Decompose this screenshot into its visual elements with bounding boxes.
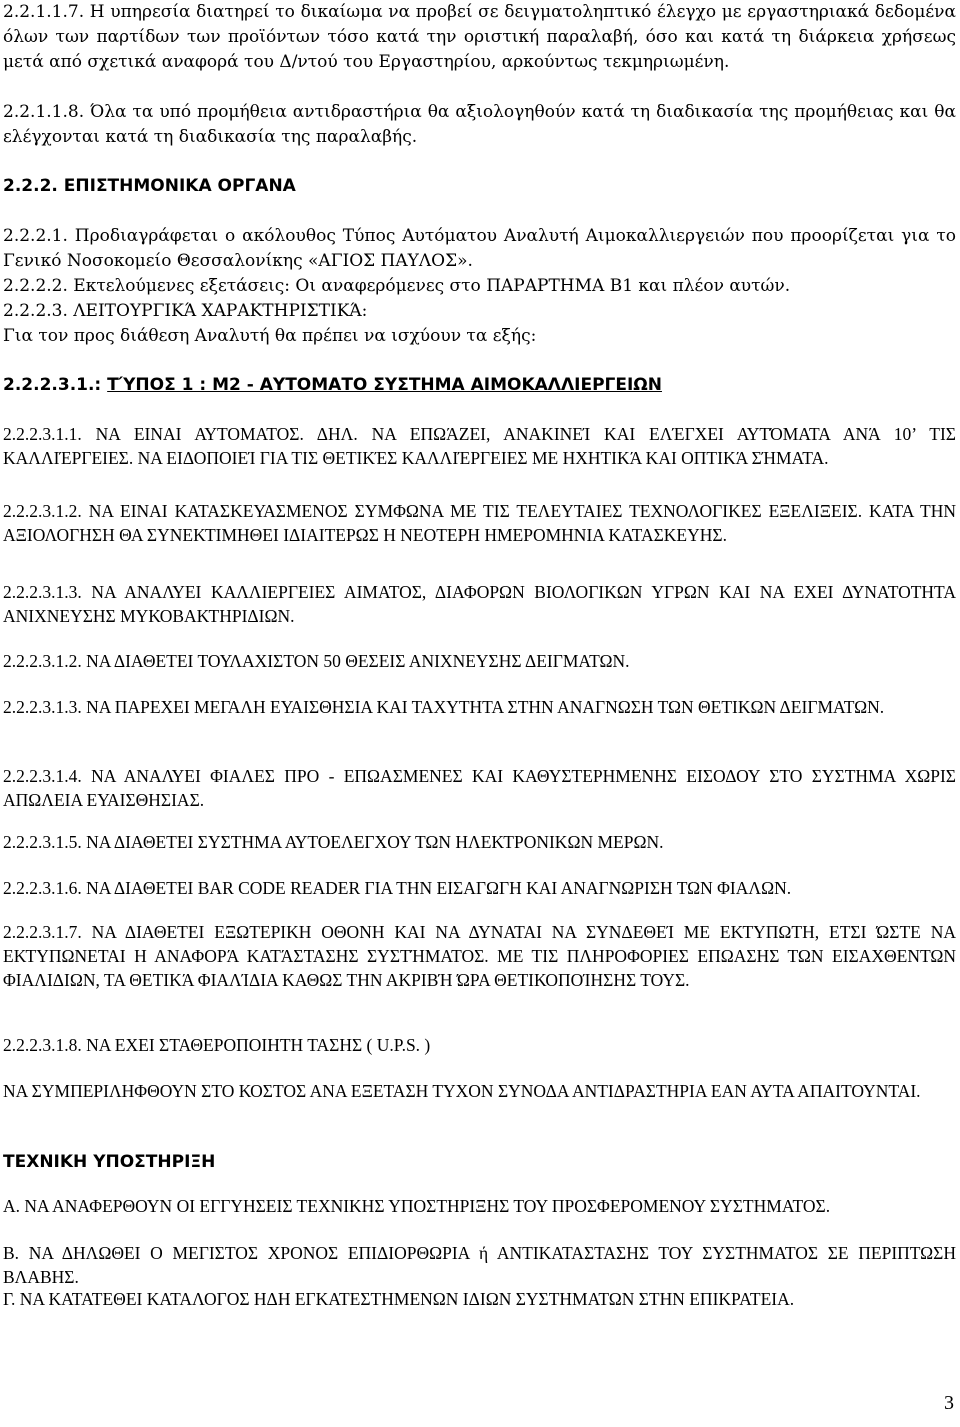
section-heading-scientific-instruments: 2.2.2. ΕΠΙΣΤΗΜΟΝΙΚΑ ΟΡΓΑΝΑ xyxy=(3,176,296,196)
type-heading-title: ΤΎΠΟΣ 1 : Μ2 - ΑΥΤΟΜΑΤΟ ΣΥΣΤΗΜΑ ΑΙΜΟΚΑΛΛΙΕΡΓΕΙΩΝ xyxy=(107,375,662,395)
spec-2-2-2-3-1-7: 2.2.2.3.1.7. ΝΑ ΔΙΑΘΕΤΕΙ ΕΞΩΤΕΡΙΚΗ ΟΘΟΝΗ ΚΑΙ ΝΑ ΔΥΝΑΤΑΙ ΝΑ ΣΥΝΔΕΘΕΊ ΜΕ ΕΚΤΥΠΩΤΗ, ΕΤΣΙ ΏΣΤΕ ΝΑ ΕΚΤΥΠΩΝΕΤΑΙ Η ΑΝΑΦΟΡΆ ΚΑΤΆΣΤΑΣΗΣ ΣΥΣΤΉΜΑΤΟΣ. ΜΕ ΤΙΣ ΠΛΗΡΟΦΟΡΙΕΣ ΕΠΩΑΣΗΣ ΤΩΝ ΕΙΣΑΧΘΕΝΤΩΝ ΦΙΑΛΙΔΙΩΝ, ΤΑ ΘΕΤΙΚΆ ΦΙΑΛΊΔΙΑ ΚΑΘΩΣ ΤΗΝ ΑΚΡΙΒΉ ΏΡΑ ΘΕΤΙΚΟΠΟΊΗΣΗΣ ΤΟΥΣ. xyxy=(3,922,956,990)
technical-support-heading: ΤΕΧΝΙΚΗ ΥΠΟΣΤΗΡΙΞΗ xyxy=(3,1152,216,1172)
spec-2-2-2-3-1-4: 2.2.2.3.1.4. ΝΑ ΑΝΑΛΥΕΙ ΦΙΑΛΕΣ ΠΡΟ - ΕΠΩΑΣΜΕΝΕΣ ΚΑΙ ΚΑΘΥΣΤΕΡΗΜΕΝΗΣ ΕΙΣΟΔΟΥ ΣΤΟ ΣΥΣΤΗΜΑ ΧΩΡΙΣ ΑΠΩΛΕΙΑ ΕΥΑΙΣΘΗΣΙΑΣ. xyxy=(3,766,956,810)
spec-2-2-2-3-1-3-sensitivity: 2.2.2.3.1.3. ΝΑ ΠΑΡΕΧΕΙ ΜΕΓΑΛΗ ΕΥΑΙΣΘΗΣΙΑ ΚΑΙ ΤΑΧΥΤΗΤΑ ΣΤΗΝ ΑΝΑΓΝΩΣΗ ΤΩΝ ΘΕΤΙΚΩΝ ΔΕΙΓΜΑΤΩΝ. xyxy=(3,697,885,717)
support-item-g: Γ. ΝΑ ΚΑΤΑΤΕΘΕΙ ΚΑΤΑΛΟΓΟΣ ΗΔΗ ΕΓΚΑΤΕΣΤΗΜΕΝΩΝ ΙΔΙΩΝ ΣΥΣΤΗΜΑΤΩΝ ΣΤΗΝ ΕΠΙΚΡΑΤΕΙΑ. xyxy=(3,1289,795,1309)
paragraph-2-2-1-1-7: 2.2.1.1.7. Η υπηρεσία διατηρεί το δικαίωμα να προβεί σε δειγματοληπτικό έλεγχο με εργαστηριακά δεδομένα όλων των παρτίδων των προϊόντων τόσο κατά την οριστική παραλαβή, όσο και κατά τη διάρκεια χρήσεως μετά από σχετικά αναφορά του Δ/ντού του Εργαστηρίου, αρκούντως τεκμηριωμένη. xyxy=(3,2,956,72)
spec-2-2-2-3-1-1: 2.2.2.3.1.1. ΝΑ ΕΙΝΑΙ ΑΥΤΟΜΑΤΟΣ. ΔΗΛ. ΝΑ ΕΠΩΆΖΕΙ, ΑΝΑΚΙΝΕΊ ΚΑΙ ΕΛΈΓΧΕΙ ΑΥΤΌΜΑΤΑ ΑΝΆ 10’ ΤΙΣ ΚΑΛΛΙΈΡΓΕΙΕΣ. ΝΑ ΕΙΔΟΠΟΙΕΊ ΓΙΑ ΤΙΣ ΘΕΤΙΚΈΣ ΚΑΛΛΙΈΡΓΕΙΕΣ ΜΕ ΗΧΗΤΙΚΆ ΚΑΙ ΟΠΤΙΚΆ ΣΉΜΑΤΑ. xyxy=(3,424,956,468)
reagents-cost-note: ΝΑ ΣΥΜΠΕΡΙΛΗΦΘΟΥΝ ΣΤΟ ΚΟΣΤΟΣ ΑΝΑ ΕΞΕΤΑΣΗ ΤΥΧΟΝ ΣΥΝΟΔΑ ΑΝΤΙΔΡΑΣΤΗΡΙΑ ΕΑΝ ΑΥΤΑ ΑΠΑΙΤΟΥΝΤΑΙ. xyxy=(3,1081,921,1101)
paragraph-2-2-2-3: 2.2.2.3. ΛΕΙΤΟΥΡΓΙΚΆ ΧΑΡΑΚΤΗΡΙΣΤΙΚΆ: xyxy=(3,301,368,321)
type-heading-number: 2.2.2.3.1.: xyxy=(3,375,108,395)
page-number: 3 xyxy=(944,1392,954,1414)
spec-2-2-2-3-1-5: 2.2.2.3.1.5. ΝΑ ΔΙΑΘΕΤΕΙ ΣΥΣΤΗΜΑ ΑΥΤΟΕΛΕΓΧΟΥ ΤΩΝ ΗΛΕΚΤΡΟΝΙΚΩΝ ΜΕΡΩΝ. xyxy=(3,832,664,852)
support-item-b: Β. ΝΑ ΔΗΛΩΘΕΙ Ο ΜΕΓΙΣΤΟΣ ΧΡΟΝΟΣ ΕΠΙΔΙΟΡΘΩΡΙΑ ή ΑΝΤΙΚΑΤΑΣΤΑΣΗΣ ΤΟΥ ΣΥΣΤΗΜΑΤΟΣ ΣΕ ΠΕΡΙΠΤΩΣΗ ΒΛΑΒΗΣ. xyxy=(3,1243,956,1287)
spec-2-2-2-3-1-8: 2.2.2.3.1.8. ΝΑ ΕΧΕΙ ΣΤΑΘΕΡΟΠΟΙΗΤΗ ΤΑΣΗΣ ( U.P.S. ) xyxy=(3,1035,431,1055)
paragraph-2-2-2-1: 2.2.2.1. Προδιαγράφεται ο ακόλουθος Τύπος Αυτόματου Αναλυτή Αιμοκαλλιεργειών που προορίζεται για το Γενικό Νοσοκομείο Θεσσαλονίκης «ΑΓΙΟΣ ΠΑΥΛΟΣ». xyxy=(3,226,956,271)
paragraph-requirements-intro: Για τον προς διάθεση Αναλυτή θα πρέπει να ισχύουν τα εξής: xyxy=(3,326,537,346)
spec-2-2-2-3-1-2-positions: 2.2.2.3.1.2. ΝΑ ΔΙΑΘΕΤΕΙ ΤΟΥΛΑΧΙΣΤΟΝ 50 ΘΕΣΕΙΣ ΑΝΙΧΝΕΥΣΗΣ ΔΕΙΓΜΑΤΩΝ. xyxy=(3,651,630,671)
spec-2-2-2-3-1-3: 2.2.2.3.1.3. ΝΑ ΑΝΑΛΥΕΙ ΚΑΛΛΙΕΡΓΕΙΕΣ ΑΙΜΑΤΟΣ, ΔΙΑΦΟΡΩΝ ΒΙΟΛΟΓΙΚΩΝ ΥΓΡΩΝ ΚΑΙ ΝΑ ΕΧΕΙ ΔΥΝΑΤΟΤΗΤΑ ΑΝΙΧΝΕΥΣΗΣ ΜΥΚΟΒΑΚΤΗΡΙΔΙΩΝ. xyxy=(3,582,956,626)
type-heading xyxy=(3,373,956,398)
paragraph-2-2-1-1-8: 2.2.1.1.8. Όλα τα υπό προμήθεια αντιδραστήρια θα αξιολογηθούν κατά τη διαδικασία της προμήθειας και θα ελέγχονται κατά τη διαδικασία της παραλαβής. xyxy=(3,102,956,147)
paragraph-2-2-2-2: 2.2.2.2. Εκτελούμενες εξετάσεις: Οι αναφερόμενες στο ΠΑΡΑΡΤΗΜΑ Β1 και πλέον αυτών. xyxy=(3,276,791,296)
spec-2-2-2-3-1-6: 2.2.2.3.1.6. ΝΑ ΔΙΑΘΕΤΕΙ BAR CODE READER ΓΙΑ ΤΗΝ ΕΙΣΑΓΩΓΗ ΚΑΙ ΑΝΑΓΝΩΡΙΣΗ ΤΩΝ ΦΙΑΛΩΝ. xyxy=(3,878,792,898)
spec-2-2-2-3-1-2: 2.2.2.3.1.2. ΝΑ ΕΙΝΑΙ ΚΑΤΑΣΚΕΥΑΣΜΕΝΟΣ ΣΥΜΦΩΝΑ ΜΕ ΤΙΣ ΤΕΛΕΥΤΑΙΕΣ ΤΕΧΝΟΛΟΓΙΚΕΣ ΕΞΕΛΙΞΕΙΣ. ΚΑΤΑ ΤΗΝ ΑΞΙΟΛΟΓΗΣΗ ΘΑ ΣΥΝΕΚΤΙΜΗΘΕΙ ΙΔΙΑΙΤΕΡΩΣ Η ΝΕΟΤΕΡΗ ΗΜΕΡΟΜΗΝΙΑ ΚΑΤΑΣΚΕΥΗΣ. xyxy=(3,501,956,545)
support-item-a: Α. ΝΑ ΑΝΑΦΕΡΘΟΥΝ ΟΙ ΕΓΓΥΗΣΕΙΣ ΤΕΧΝΙΚΗΣ ΥΠΟΣΤΗΡΙΞΗΣ ΤΟΥ ΠΡΟΣΦΕΡΟΜΕΝΟΥ ΣΥΣΤΗΜΑΤΟΣ. xyxy=(3,1196,831,1216)
